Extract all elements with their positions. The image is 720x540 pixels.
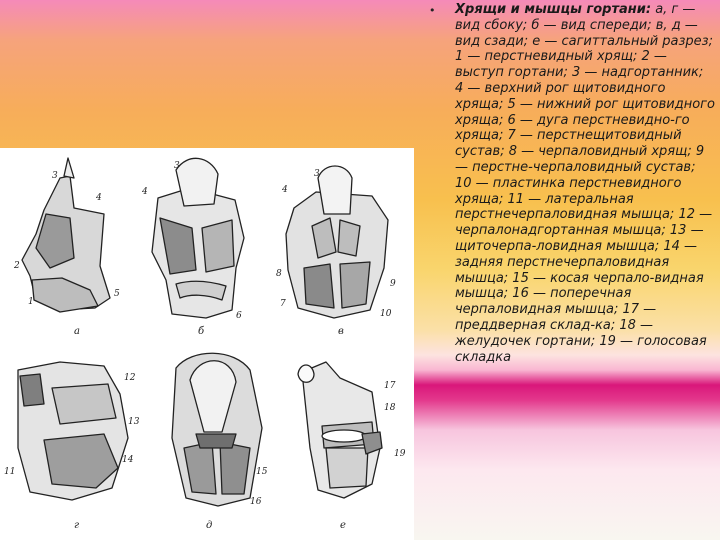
panel-e-drawing	[298, 362, 382, 498]
bullet-point: •	[429, 4, 436, 17]
panel-label-g: г	[74, 520, 80, 531]
larynx-drawings	[0, 148, 414, 540]
callout-a-1: 1	[28, 297, 34, 307]
caption-title: Хрящи и мышцы гортани:	[455, 2, 652, 17]
callout-a-4: 4	[96, 193, 102, 203]
panel-label-e: е	[340, 520, 346, 531]
callout-b-4: 4	[142, 187, 148, 197]
callout-g-12: 12	[124, 373, 136, 383]
callout-v-3: 3	[314, 169, 320, 179]
larynx-illustration	[0, 148, 414, 540]
callout-g-13: 13	[128, 417, 140, 427]
panel-a-drawing	[22, 158, 110, 312]
panel-label-a: а	[74, 326, 80, 337]
panel-label-d: д	[206, 520, 213, 531]
callout-b-6: 6	[236, 311, 242, 321]
panel-b-drawing	[152, 158, 244, 318]
callout-b-3: 3	[174, 161, 180, 171]
callout-g-11: 11	[4, 467, 16, 477]
caption-body: а, г — вид сбоку; б — вид спереди; в, д — вид сзади; е — сагиттальный разрез; 1 — перстневидный хрящ; 2 — выступ гортани; 3 — надгортанник; 4 — верхний рог щитовидного хряща; 5 — нижний рог щитовидного хряща; 6 — дуга перстневидно-го хряща; 7 — перстнещитовидный сустав; 8 — черпаловидный хрящ; 9 — перстне-черпаловидный сустав; 10 — пластинка перстневидного хряща; 11 — латеральная перстнечерпаловидная мышца; 12 — черпалонадгортанная мышца; 13 — щиточерпа-ловидная мышца; 14 — задняя перстнечерпаловидная мышца; 15 — косая черпало-видная мышца; 16 — поперечная черпаловидная мышца; 17 — преддверная склад-ка; 18 — желудочек гортани; 19 — голосовая складка	[455, 2, 715, 365]
figure-caption	[425, 0, 715, 365]
caption-block	[425, 0, 715, 365]
panel-g-drawing	[18, 362, 128, 500]
callout-e-18: 18	[384, 403, 396, 413]
callout-d-15: 15	[256, 467, 268, 477]
panel-d-drawing	[172, 353, 262, 506]
callout-e-19: 19	[394, 449, 406, 459]
callout-v-9: 9	[390, 279, 396, 289]
callout-a-2: 2	[14, 261, 20, 271]
callout-v-7: 7	[280, 299, 286, 309]
callout-a-5: 5	[114, 289, 120, 299]
callout-v-8: 8	[276, 269, 282, 279]
callout-v-10: 10	[380, 309, 392, 319]
callout-a-3: 3	[52, 171, 58, 181]
callout-g-14: 14	[122, 455, 134, 465]
panel-label-v: в	[338, 326, 344, 337]
callout-v-4: 4	[282, 185, 288, 195]
callout-e-17: 17	[384, 381, 396, 391]
panel-v-drawing	[286, 166, 388, 318]
panel-label-b: б	[198, 326, 205, 337]
callout-d-16: 16	[250, 497, 262, 507]
